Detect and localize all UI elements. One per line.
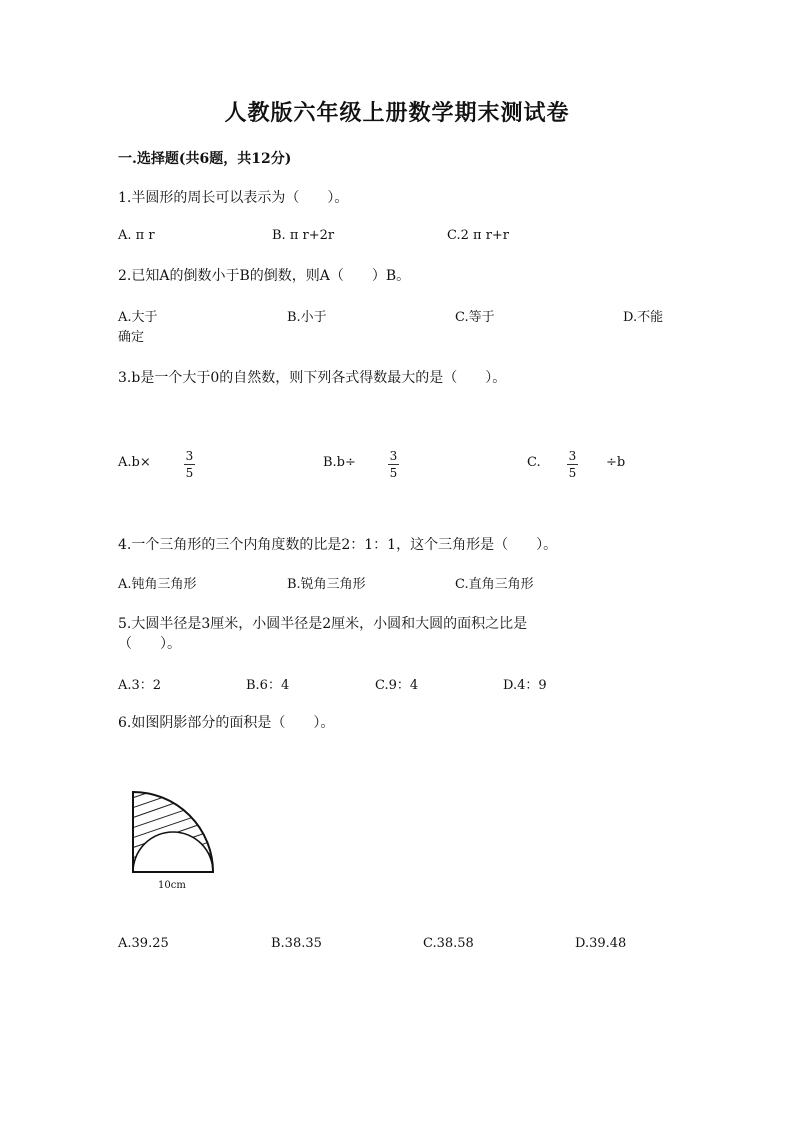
- question-3-stem: 3.b是一个大于0的自然数，则下列各式得数最大的是（ ）。: [118, 370, 507, 386]
- question-3-fraction-c: [567, 449, 578, 480]
- question-5-option-b: B.6：4: [246, 678, 290, 693]
- question-2-option-a: A.大于: [118, 310, 158, 325]
- question-3-option-b: B.b÷: [323, 455, 356, 470]
- fraction-bar: [388, 464, 399, 465]
- question-3-option-c-suffix: ÷b: [606, 455, 626, 470]
- question-2-stem: 2.已知A的倒数小于B的倒数，则A（ ）B。: [118, 268, 411, 284]
- fraction-denominator: 5: [185, 466, 194, 480]
- inner-semicircle: [133, 832, 213, 872]
- question-1-option-a: A. π r: [118, 228, 155, 243]
- question-4-option-c: C.直角三角形: [455, 577, 534, 592]
- question-3-fraction-b: [388, 449, 399, 480]
- question-6-option-c: C.38.58: [423, 936, 474, 951]
- question-5-option-c: C.9：4: [375, 678, 419, 693]
- fraction-denominator: 5: [568, 466, 577, 480]
- question-1-option-c: C.2 π r+r: [447, 228, 510, 243]
- question-6-stem: 6.如图阴影部分的面积是（ ）。: [118, 715, 335, 731]
- question-5-stem: 5.大圆半径是3厘米，小圆半径是2厘米，小圆和大圆的面积之比是: [118, 616, 528, 632]
- question-4-option-a: A.钝角三角形: [118, 577, 197, 592]
- question-2-option-b: B.小于: [287, 310, 327, 325]
- shaded-area-figure: [126, 786, 226, 878]
- question-1-stem: 1.半圆形的周长可以表示为（ ）。: [118, 190, 349, 206]
- fraction-bar: [567, 464, 578, 465]
- question-5-option-a: A.3：2: [118, 678, 162, 693]
- fraction-numerator: 3: [568, 449, 577, 463]
- fraction-numerator: 3: [185, 449, 194, 463]
- question-6-option-a: A.39.25: [118, 936, 169, 951]
- question-3-option-c: C.: [527, 455, 541, 470]
- question-5-option-d: D.4：9: [503, 678, 547, 693]
- question-3-option-a: A.b×: [118, 455, 151, 470]
- fraction-numerator: 3: [389, 449, 398, 463]
- question-2-option-d: D.不能: [623, 310, 664, 325]
- section-heading: 一.选择题(共6题，共12分): [118, 151, 292, 167]
- question-1-option-b: B. π r+2r: [272, 228, 335, 243]
- question-6-option-b: B.38.35: [271, 936, 322, 951]
- question-5-stem-continued: （ ）。: [118, 636, 181, 652]
- question-6-option-d: D.39.48: [575, 936, 627, 951]
- fraction-denominator: 5: [389, 466, 398, 480]
- fraction-bar: [184, 464, 195, 465]
- question-4-option-b: B.锐角三角形: [287, 577, 366, 592]
- question-3-fraction-a: [184, 449, 195, 480]
- question-4-stem: 4.一个三角形的三个内角度数的比是2：1：1，这个三角形是（ ）。: [118, 537, 558, 553]
- page-title: 人教版六年级上册数学期末测试卷: [224, 100, 570, 126]
- question-2-option-c: C.等于: [455, 310, 495, 325]
- figure-dimension-label: 10cm: [158, 880, 186, 891]
- question-2-option-d-wrap: 确定: [118, 330, 145, 345]
